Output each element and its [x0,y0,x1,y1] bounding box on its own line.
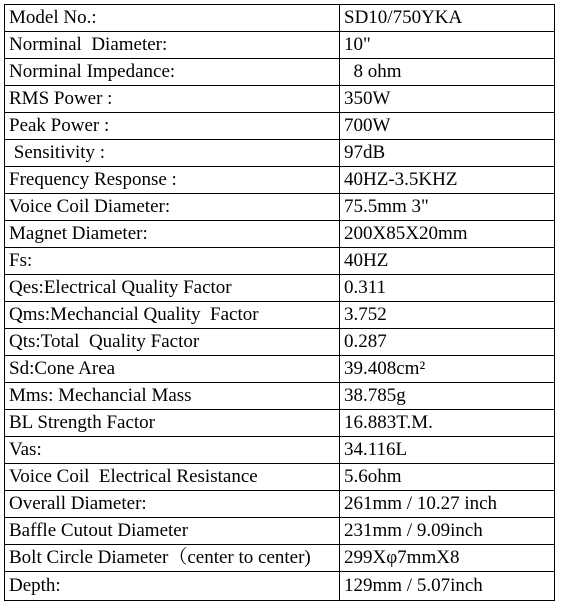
spec-value: 700W [340,113,555,140]
spec-value: 3.752 [340,302,555,329]
spec-value: 10" [340,32,555,59]
spec-value: 0.287 [340,329,555,356]
spec-label: Qts:Total Quality Factor [5,329,340,356]
spec-value: 5.6ohm [340,464,555,491]
spec-value: 0.311 [340,275,555,302]
spec-label: Magnet Diameter: [5,221,340,248]
spec-row-mms [5,383,555,410]
spec-label: Frequency Response : [5,167,340,194]
spec-value: 39.408cm² [340,356,555,383]
spec-row-nominal-diameter [5,32,555,59]
spec-value: 40HZ [340,248,555,275]
spec-label: BL Strength Factor [5,410,340,437]
spec-label: Norminal Impedance: [5,59,340,86]
spec-row-qes [5,275,555,302]
speaker-spec-table [4,4,555,601]
spec-label: Peak Power : [5,113,340,140]
spec-value: 8 ohm [340,59,555,86]
spec-row-voice-coil-resistance [5,464,555,491]
spec-value: 350W [340,86,555,113]
spec-row-qms [5,302,555,329]
spec-row-rms-power [5,86,555,113]
spec-row-baffle-cutout [5,518,555,545]
spec-label: Qes:Electrical Quality Factor [5,275,340,302]
spec-value: 299Xφ7mmX8 [340,545,555,572]
spec-label: Baffle Cutout Diameter [5,518,340,545]
spec-value: 38.785g [340,383,555,410]
spec-row-frequency-response [5,167,555,194]
spec-label: Vas: [5,437,340,464]
spec-label: Sd:Cone Area [5,356,340,383]
spec-label: RMS Power : [5,86,340,113]
spec-row-depth [5,572,555,601]
spec-row-peak-power [5,113,555,140]
spec-value: 129mm / 5.07inch [340,572,555,601]
spec-label: Voice Coil Electrical Resistance [5,464,340,491]
spec-value: 16.883T.M. [340,410,555,437]
spec-label: Voice Coil Diameter: [5,194,340,221]
spec-value: 75.5mm 3" [340,194,555,221]
spec-row-sensitivity [5,140,555,167]
spec-value: 40HZ-3.5KHZ [340,167,555,194]
spec-row-model [5,5,555,32]
spec-row-bl [5,410,555,437]
spec-row-voice-coil-diameter [5,194,555,221]
spec-row-bolt-circle [5,545,555,572]
spec-value: 261mm / 10.27 inch [340,491,555,518]
spec-value: 231mm / 9.09inch [340,518,555,545]
spec-row-fs [5,248,555,275]
spec-label: Sensitivity : [5,140,340,167]
spec-label: Overall Diameter: [5,491,340,518]
spec-label: Model No.: [5,5,340,32]
spec-label: Norminal Diameter: [5,32,340,59]
spec-label: Depth: [5,572,340,601]
spec-row-overall-diameter [5,491,555,518]
spec-row-sd [5,356,555,383]
spec-label: Fs: [5,248,340,275]
spec-value: 200X85X20mm [340,221,555,248]
spec-value: 97dB [340,140,555,167]
spec-row-vas [5,437,555,464]
spec-label: Qms:Mechancial Quality Factor [5,302,340,329]
spec-row-nominal-impedance [5,59,555,86]
spec-row-qts [5,329,555,356]
spec-row-magnet-diameter [5,221,555,248]
spec-label: Mms: Mechancial Mass [5,383,340,410]
spec-value: SD10/750YKA [340,5,555,32]
spec-value: 34.116L [340,437,555,464]
spec-label: Bolt Circle Diameter（center to center) [5,545,340,572]
